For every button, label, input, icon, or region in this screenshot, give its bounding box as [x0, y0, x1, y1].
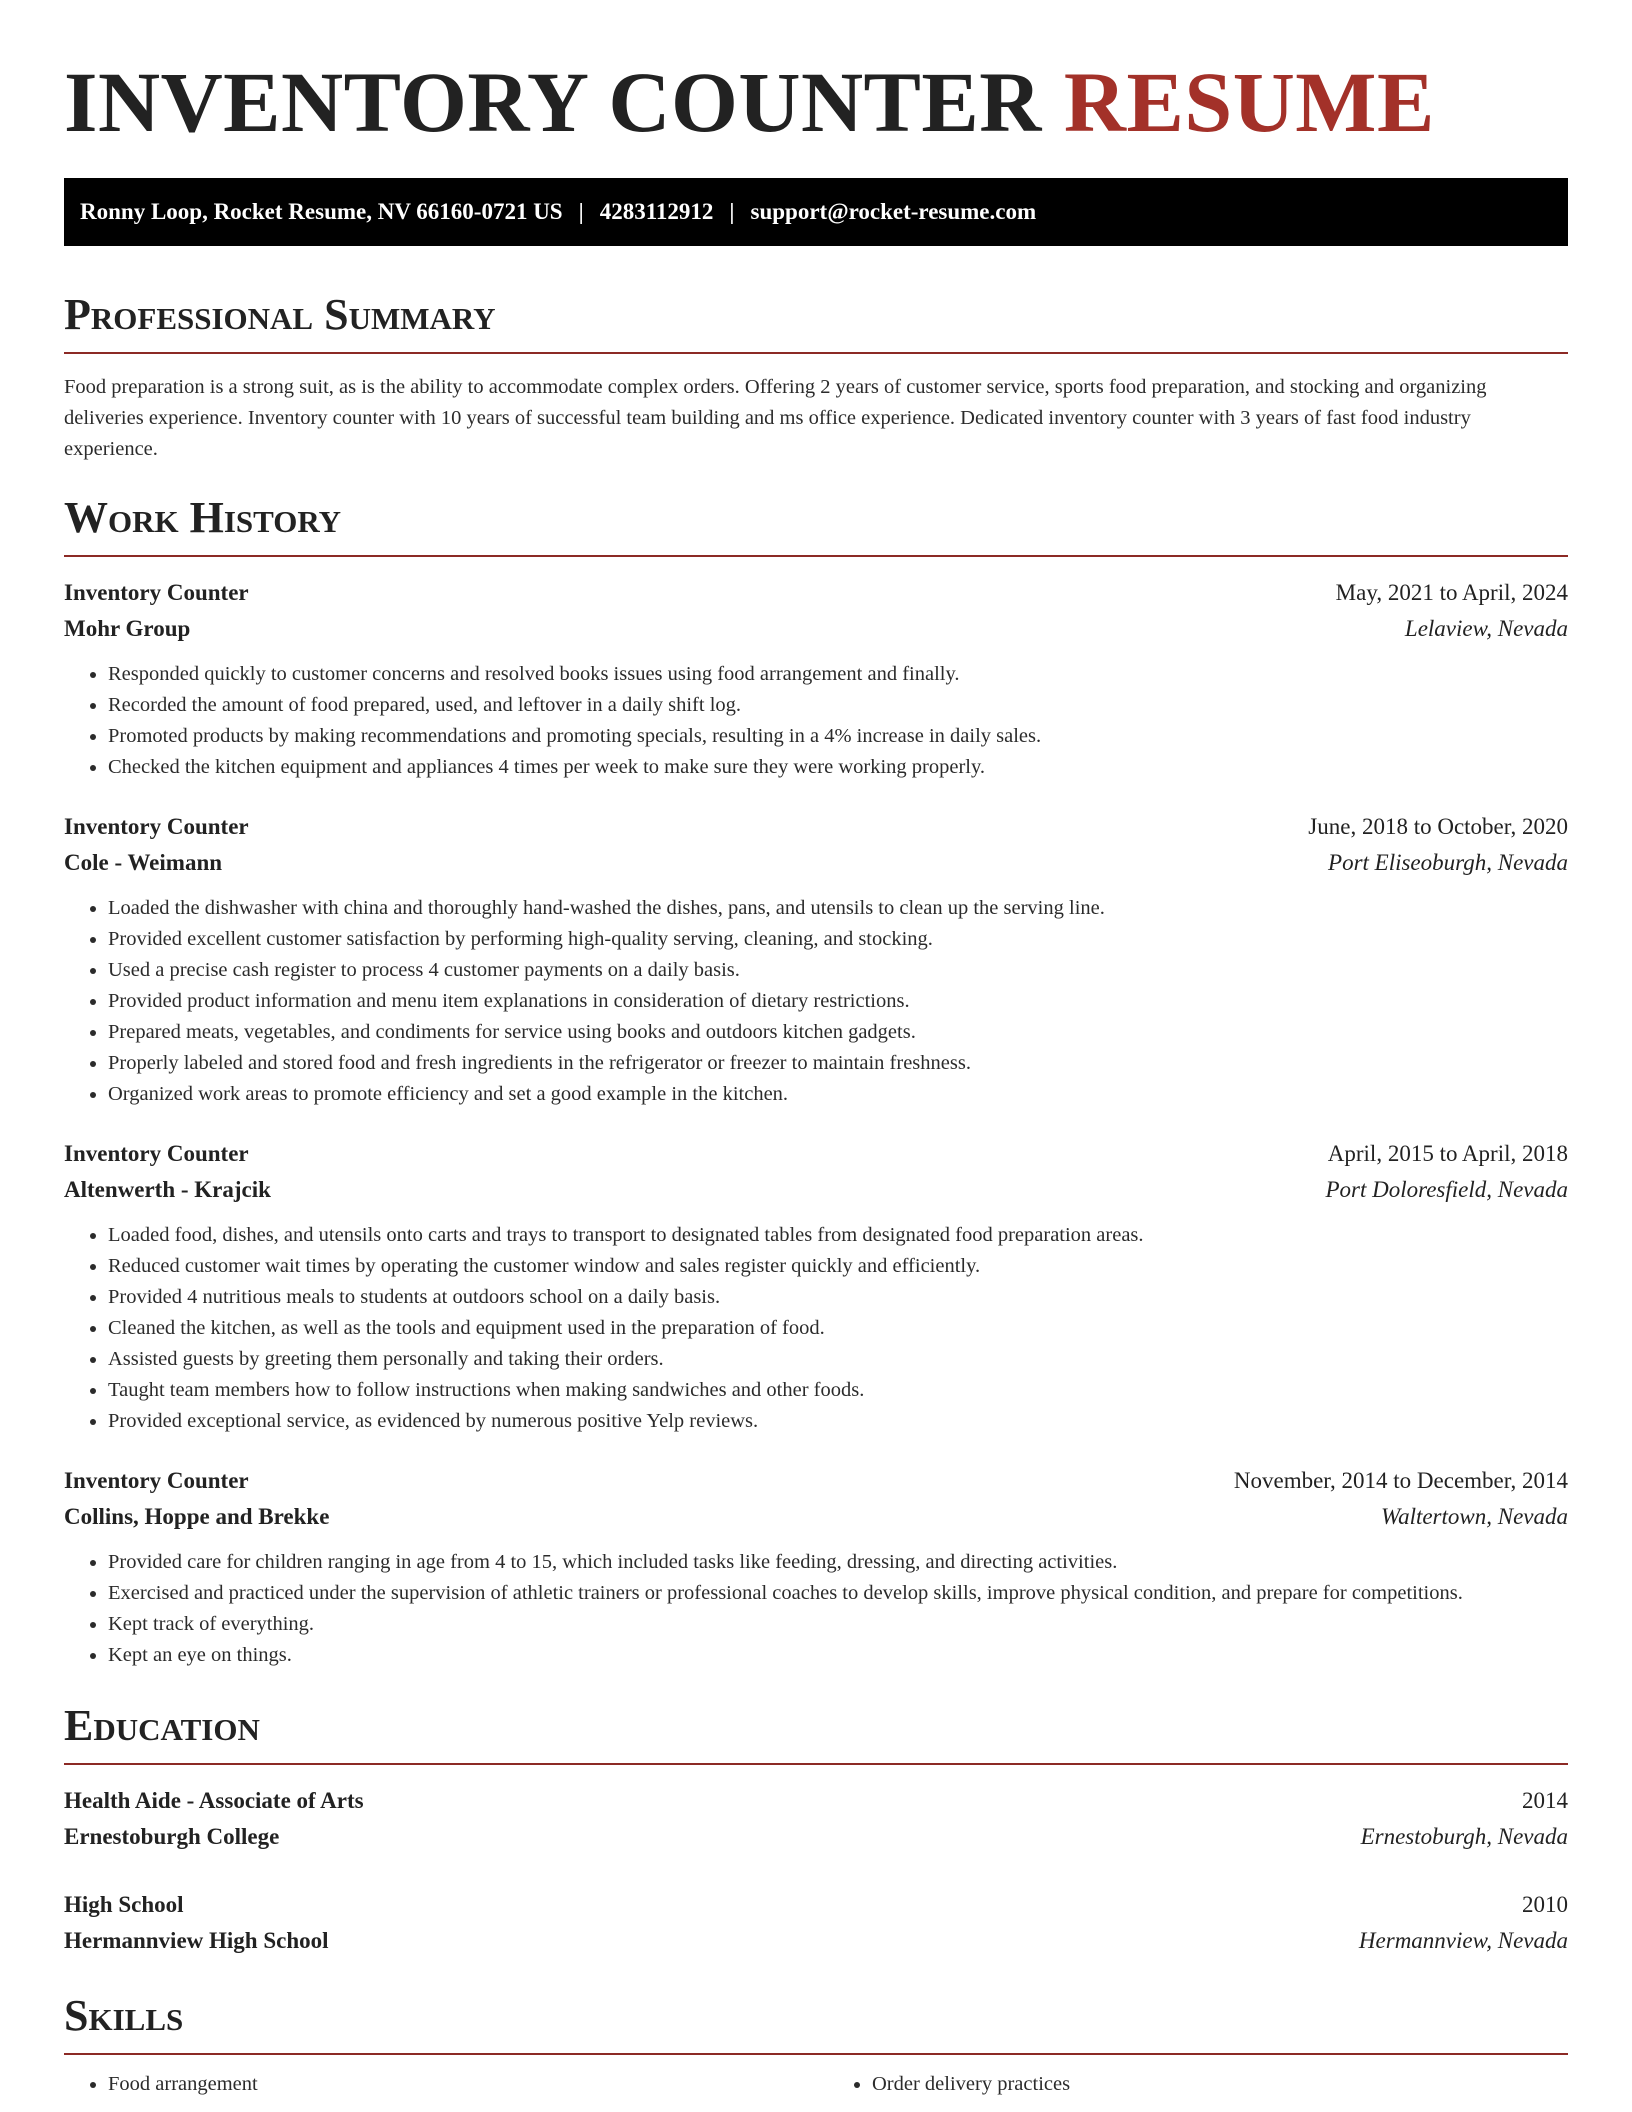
resume-title — [64, 56, 1568, 148]
duty-item: • Provided excellent customer satisfaction by performing high-quality serving, cleaning, and stocking. — [108, 924, 1568, 955]
duty-item: • Properly labeled and stored food and fresh ingredients in the refrigerator or freezer to maintain freshness. — [108, 1048, 1568, 1079]
entry-row — [64, 1783, 1568, 1819]
contact-address: Ronny Loop, Rocket Resume, NV 66160-0721 US — [80, 199, 563, 224]
resume-page — [64, 0, 1568, 2100]
job-location: Lelaview, Nevada — [1404, 616, 1568, 641]
education-location: Ernestoburgh, Nevada — [1360, 1824, 1568, 1849]
job-entry — [64, 1136, 1568, 1437]
duty-item: • Provided exceptional service, as evidenced by numerous positive Yelp reviews. — [108, 1406, 1568, 1437]
entry-row — [64, 1923, 1568, 1959]
duty-item: • Checked the kitchen equipment and appliances 4 times per week to make sure they were working properly. — [108, 752, 1568, 783]
contact-email: support@rocket-resume.com — [750, 199, 1037, 224]
job-dates: November, 2014 to December, 2014 — [1233, 1468, 1568, 1493]
contact-separator: | — [578, 199, 584, 224]
title-main: INVENTORY COUNTER — [64, 54, 1042, 150]
education-list — [64, 1783, 1568, 1959]
duty-item: • Loaded the dishwasher with china and thoroughly hand-washed the dishes, pans, and utensils to clean up the serving line. — [108, 893, 1568, 924]
job-duties — [64, 893, 1568, 1110]
entry-row — [64, 1172, 1568, 1208]
job-company: Mohr Group — [64, 616, 191, 641]
job-entry — [64, 809, 1568, 1110]
education-degree: High School — [64, 1892, 184, 1917]
duty-item: • Cleaned the kitchen, as well as the tools and equipment used in the preparation of food. — [108, 1313, 1568, 1344]
education-location: Hermannview, Nevada — [1358, 1928, 1568, 1953]
skills-column-right — [828, 2069, 1568, 2100]
job-title: Inventory Counter — [64, 814, 249, 839]
duty-item: • Provided 4 nutritious meals to students at outdoors school on a daily basis. — [108, 1282, 1568, 1313]
duty-item: • Promoted products by making recommendations and promoting specials, resulting in a 4% increase in daily sales. — [108, 721, 1568, 752]
job-entry — [64, 1463, 1568, 1671]
education-year: 2010 — [1522, 1892, 1568, 1917]
duty-item: • Reduced customer wait times by operating the customer window and sales register quickly and efficiently. — [108, 1251, 1568, 1282]
duty-item: • Organized work areas to promote efficiency and set a good example in the kitchen. — [108, 1079, 1568, 1110]
duty-item: • Loaded food, dishes, and utensils onto carts and trays to transport to designated tables from designated food preparation areas. — [108, 1220, 1568, 1251]
contact-separator: | — [729, 199, 735, 224]
education-school: Ernestoburgh College — [64, 1824, 280, 1849]
entry-row — [64, 1136, 1568, 1172]
contact-bar — [64, 178, 1568, 246]
skills-heading: Skills — [64, 1991, 1568, 2055]
job-duties — [64, 1220, 1568, 1437]
entry-row — [64, 1499, 1568, 1535]
skills-column-left — [64, 2069, 804, 2100]
job-location: Port Doloresfield, Nevada — [1325, 1177, 1568, 1202]
summary-text: Food preparation is a strong suit, as is the ability to accommodate complex orders. Offering 2 years of customer service, sports food preparation, and stocking and organizing deliveries experience. Inventory counter with 10 years of successful team building and ms office experience. Dedicated inventory counter with 3 years of fast food industry experience. — [64, 376, 1487, 460]
skills-grid — [64, 2069, 1568, 2100]
entry-row — [64, 575, 1568, 611]
job-entry — [64, 575, 1568, 783]
work-history-list — [64, 575, 1568, 1671]
duty-item: • Kept an eye on things. — [108, 1640, 1568, 1671]
duty-item: • Provided product information and menu item explanations in consideration of dietary restrictions. — [108, 986, 1568, 1017]
job-company: Cole - Weimann — [64, 850, 223, 875]
duty-item: • Responded quickly to customer concerns and resolved books issues using food arrangement and finally. — [108, 659, 1568, 690]
job-title: Inventory Counter — [64, 1141, 249, 1166]
job-dates: May, 2021 to April, 2024 — [1335, 580, 1568, 605]
entry-row — [64, 809, 1568, 845]
duty-item: • Kept track of everything. — [108, 1609, 1568, 1640]
job-dates: June, 2018 to October, 2020 — [1308, 814, 1568, 839]
education-degree: Health Aide - Associate of Arts — [64, 1788, 364, 1813]
education-entry — [64, 1887, 1568, 1959]
duty-item: • Used a precise cash register to process 4 customer payments on a daily basis. — [108, 955, 1568, 986]
job-company: Collins, Hoppe and Brekke — [64, 1504, 330, 1529]
education-entry — [64, 1783, 1568, 1855]
entry-row — [64, 611, 1568, 647]
duty-item: • Provided care for children ranging in age from 4 to 15, which included tasks like feeding, dressing, and directing activities. — [108, 1547, 1568, 1578]
entry-row — [64, 1887, 1568, 1923]
education-school: Hermannview High School — [64, 1928, 329, 1953]
duty-item: • Recorded the amount of food prepared, used, and leftover in a daily shift log. — [108, 690, 1568, 721]
entry-row — [64, 1463, 1568, 1499]
summary-heading: Professional Summary — [64, 290, 1568, 354]
skill-item: • Order delivery practices — [872, 2069, 1568, 2100]
entry-row — [64, 1819, 1568, 1855]
duty-item: • Prepared meats, vegetables, and condiments for service using books and outdoors kitchen gadgets. — [108, 1017, 1568, 1048]
skill-item: • Food arrangement — [108, 2069, 804, 2100]
job-location: Port Eliseoburgh, Nevada — [1328, 850, 1568, 875]
education-heading: Education — [64, 1701, 1568, 1765]
duty-item: • Exercised and practiced under the supervision of athletic trainers or professional coaches to develop skills, improve physical condition, and prepare for competitions. — [108, 1578, 1568, 1609]
job-company: Altenwerth - Krajcik — [64, 1177, 271, 1202]
job-title: Inventory Counter — [64, 580, 249, 605]
work-history-heading: Work History — [64, 493, 1568, 557]
job-dates: April, 2015 to April, 2018 — [1327, 1141, 1568, 1166]
job-title: Inventory Counter — [64, 1468, 249, 1493]
contact-phone: 4283112912 — [599, 199, 714, 224]
duty-item: • Assisted guests by greeting them personally and taking their orders. — [108, 1344, 1568, 1375]
education-year: 2014 — [1522, 1788, 1568, 1813]
title-accent: RESUME — [1063, 54, 1435, 150]
job-duties — [64, 659, 1568, 783]
entry-row — [64, 845, 1568, 881]
duty-item: • Taught team members how to follow instructions when making sandwiches and other foods. — [108, 1375, 1568, 1406]
job-duties — [64, 1547, 1568, 1671]
job-location: Waltertown, Nevada — [1381, 1504, 1568, 1529]
